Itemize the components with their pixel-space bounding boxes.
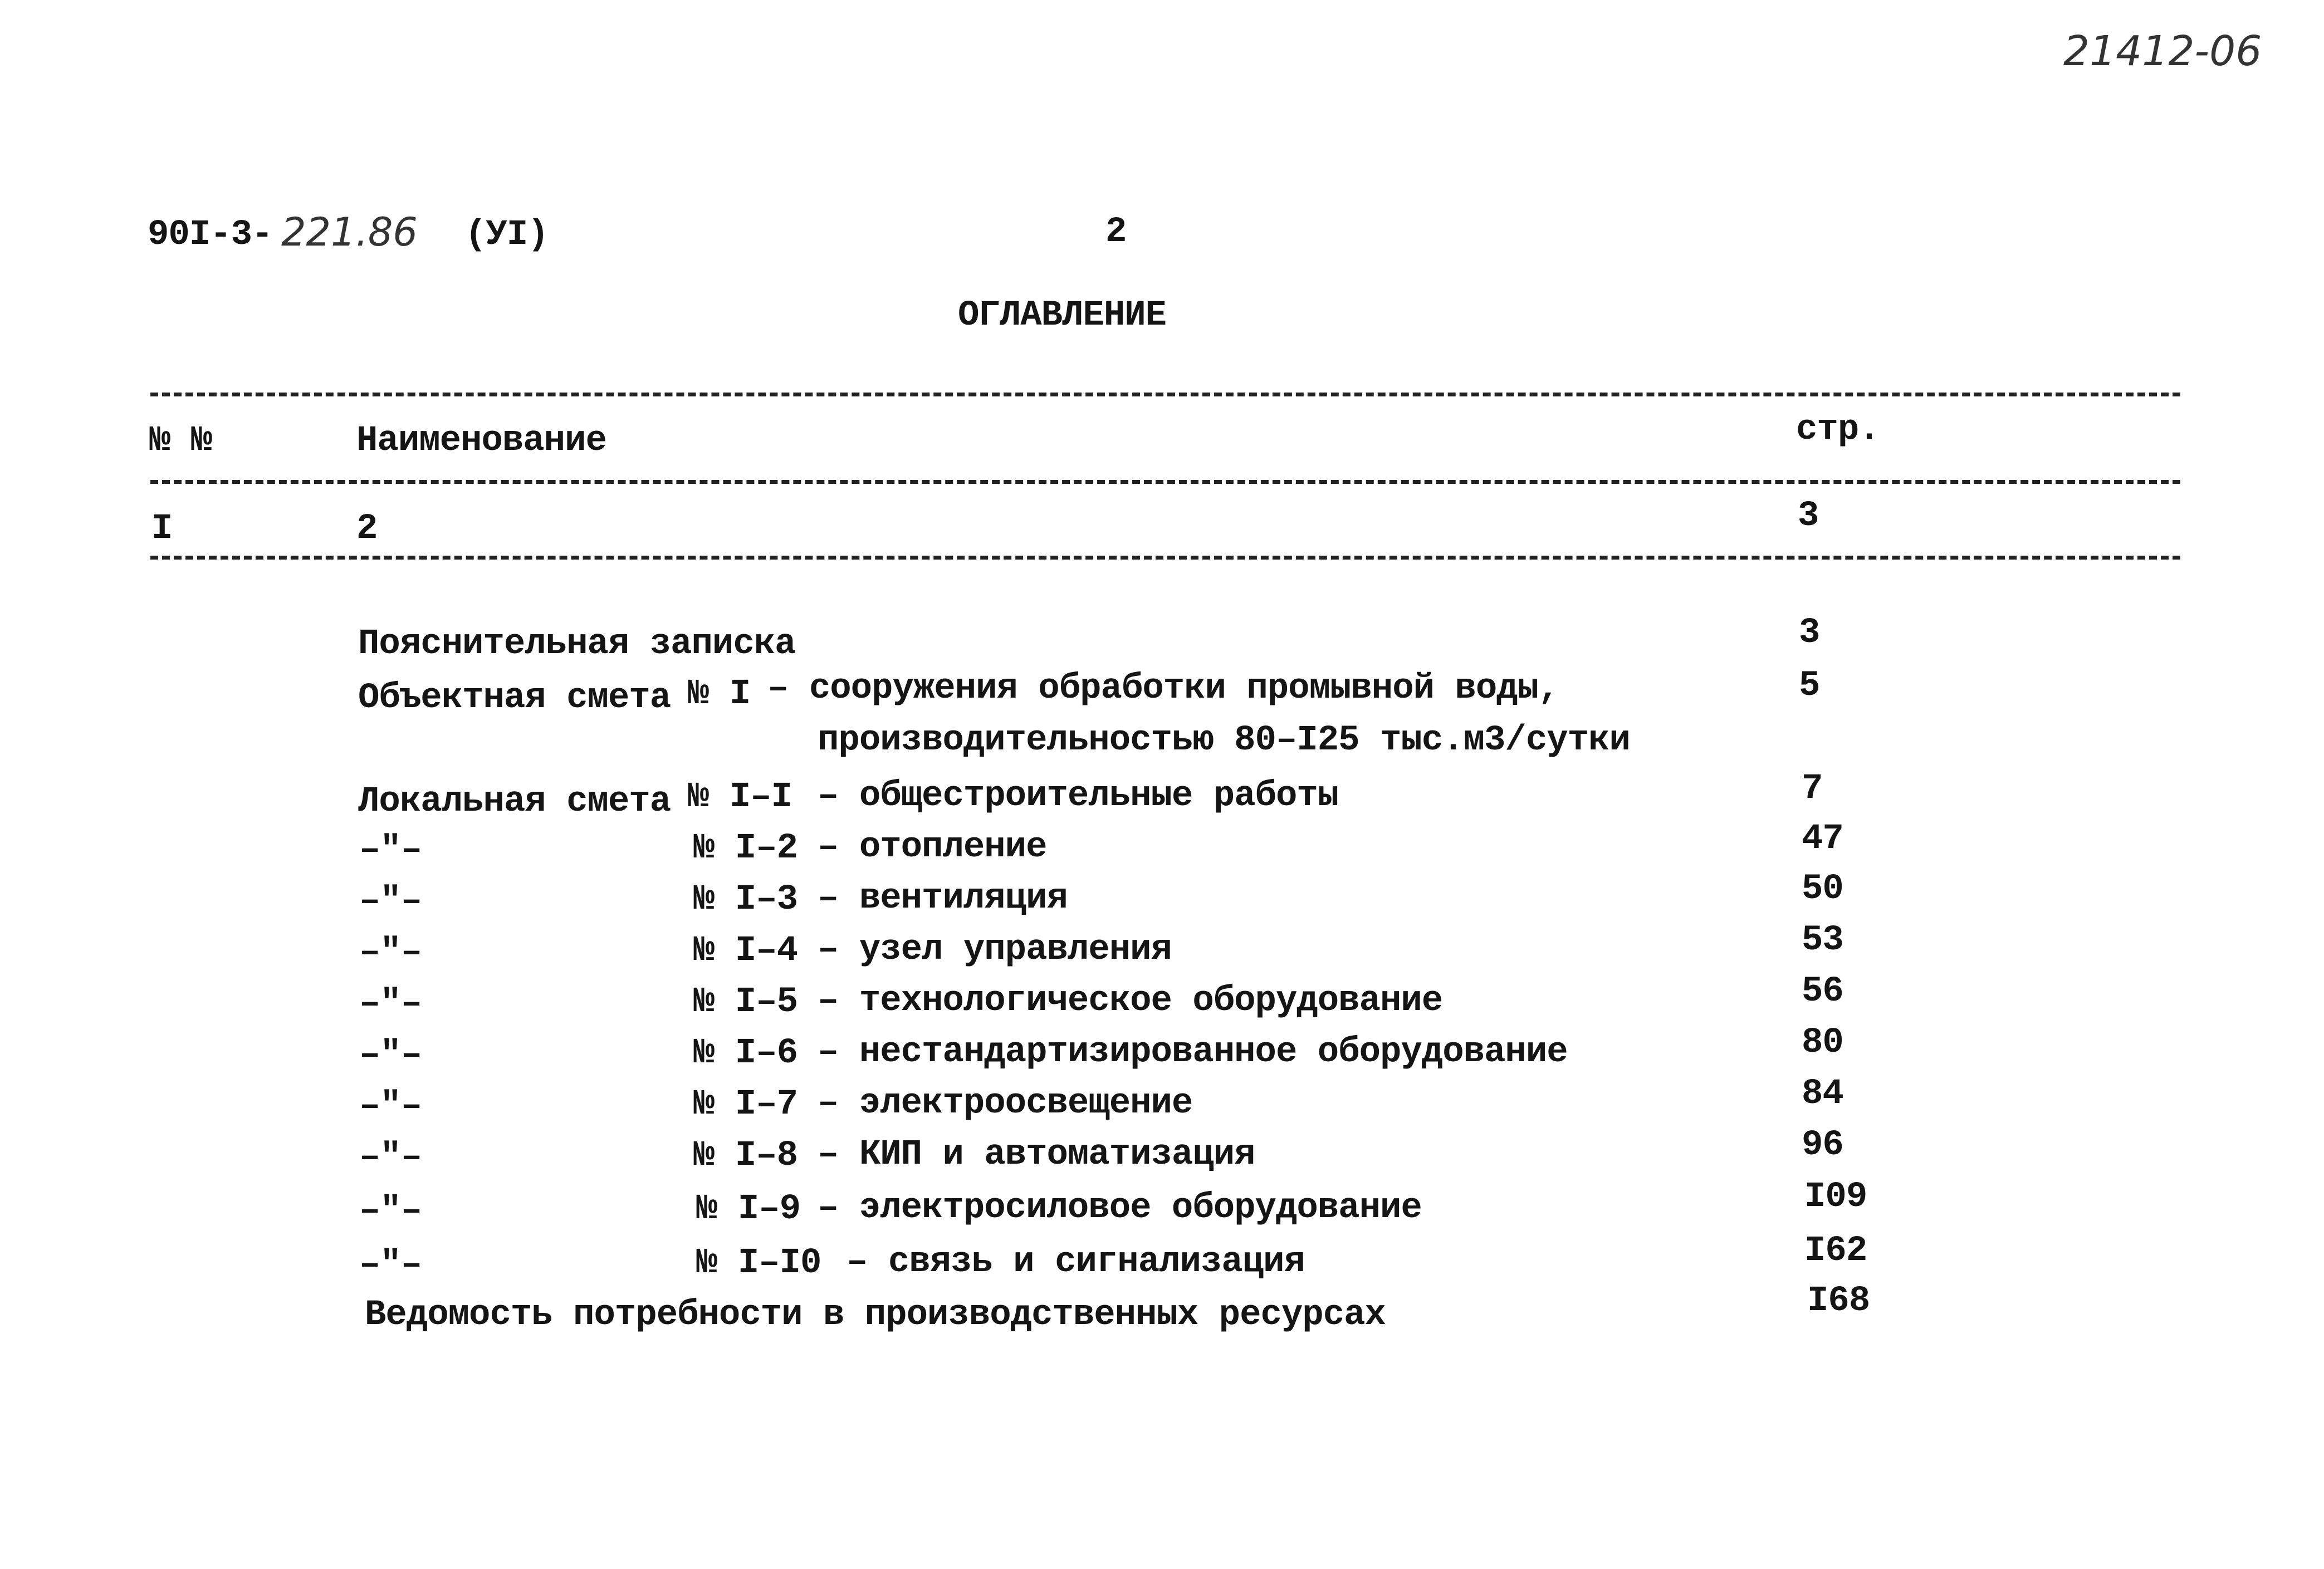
toc-entry-text: – сооружения обработки промывной воды, — [767, 669, 1559, 709]
toc-entry-page: 80 — [1802, 1023, 1843, 1063]
archive-number: 21412-06 — [2063, 27, 2262, 75]
toc-entry-page: 53 — [1802, 920, 1843, 960]
toc-entry-text: – технологическое оборудование — [818, 981, 1443, 1021]
toc-entry-page: I62 — [1804, 1231, 1867, 1271]
page-title: ОГЛАВЛЕНИЕ — [958, 296, 1167, 336]
column-number-1: I — [151, 509, 173, 549]
page-number: 2 — [1105, 212, 1127, 252]
header-rule-bottom — [150, 556, 2180, 560]
toc-entry-num: № I–I — [688, 777, 792, 817]
toc-entry-prefix: Объектная смета — [358, 678, 671, 718]
toc-entry-prefix: –"– — [359, 1191, 422, 1231]
header-col-page: стр. — [1796, 410, 1880, 450]
header-rule-middle — [150, 480, 2180, 484]
toc-entry-num: № I–7 — [693, 1085, 798, 1125]
toc-entry-num: № I — [688, 674, 751, 714]
toc-entry-page: 50 — [1802, 869, 1843, 909]
toc-entry-num: № I–5 — [693, 982, 798, 1022]
toc-entry-page: 84 — [1802, 1074, 1843, 1114]
toc-entry-prefix: –"– — [359, 984, 422, 1024]
toc-entry-num: № I–3 — [693, 880, 798, 920]
header-rule-top — [150, 393, 2180, 396]
toc-entry-prefix: –"– — [359, 830, 422, 870]
toc-entry-text: – электроосвещение — [818, 1083, 1193, 1124]
toc-entry-page: I68 — [1807, 1281, 1870, 1321]
toc-entry-num: № I–2 — [693, 828, 798, 869]
toc-entry-text: – узел управления — [818, 930, 1172, 970]
toc-entry-num: № I–9 — [696, 1189, 801, 1229]
toc-entry-text: – электросиловое оборудование — [818, 1188, 1422, 1228]
toc-entry-prefix: Пояснительная записка — [358, 624, 796, 664]
toc-entry-num: № I–8 — [693, 1136, 798, 1176]
toc-entry-text: – отопление — [818, 827, 1047, 867]
toc-entry-num: № I–6 — [693, 1033, 798, 1073]
toc-entry-prefix: –"– — [359, 1086, 422, 1126]
toc-entry-page: 5 — [1799, 666, 1820, 706]
toc-entry-page: I09 — [1804, 1177, 1867, 1217]
doc-code-handwritten: 221.86 — [281, 209, 418, 255]
toc-entry-prefix: –"– — [359, 933, 422, 973]
toc-entry-text: производительностью 80–I25 тыс.м3/сутки — [818, 720, 1630, 761]
toc-entry-prefix: –"– — [359, 1035, 422, 1075]
column-number-2: 2 — [356, 509, 378, 549]
toc-entry-prefix: –"– — [359, 1137, 422, 1178]
toc-entry-prefix: –"– — [359, 1245, 422, 1285]
toc-entry-page: 3 — [1799, 613, 1820, 653]
toc-entry-page: 96 — [1802, 1125, 1843, 1165]
doc-code-printed: 90I-3- — [148, 215, 273, 255]
toc-entry-prefix: Локальная смета — [358, 782, 671, 822]
toc-entry-text: – вентиляция — [818, 879, 1068, 919]
toc-entry-num: № I–4 — [693, 931, 798, 971]
toc-entry-page: 56 — [1802, 972, 1843, 1012]
doc-volume: (УI) — [465, 215, 549, 255]
toc-entry-prefix: Ведомость потребности в производственных ресурсах — [365, 1295, 1386, 1335]
toc-entry-text: – общестроительные работы — [818, 776, 1339, 816]
toc-entry-page: 7 — [1802, 769, 1823, 809]
header-col-name: Наименование — [356, 421, 606, 461]
column-number-3: 3 — [1798, 496, 1819, 536]
toc-entry-text: – нестандартизированное оборудование — [818, 1032, 1568, 1072]
toc-entry-text: – КИП и автоматизация — [818, 1135, 1255, 1175]
toc-entry-page: 47 — [1802, 819, 1843, 859]
toc-entry-prefix: –"– — [359, 881, 422, 921]
header-col-no: № № — [149, 421, 212, 461]
toc-entry-text: – связь и сигнализация — [847, 1242, 1305, 1282]
toc-entry-num: № I–I0 — [696, 1243, 821, 1283]
